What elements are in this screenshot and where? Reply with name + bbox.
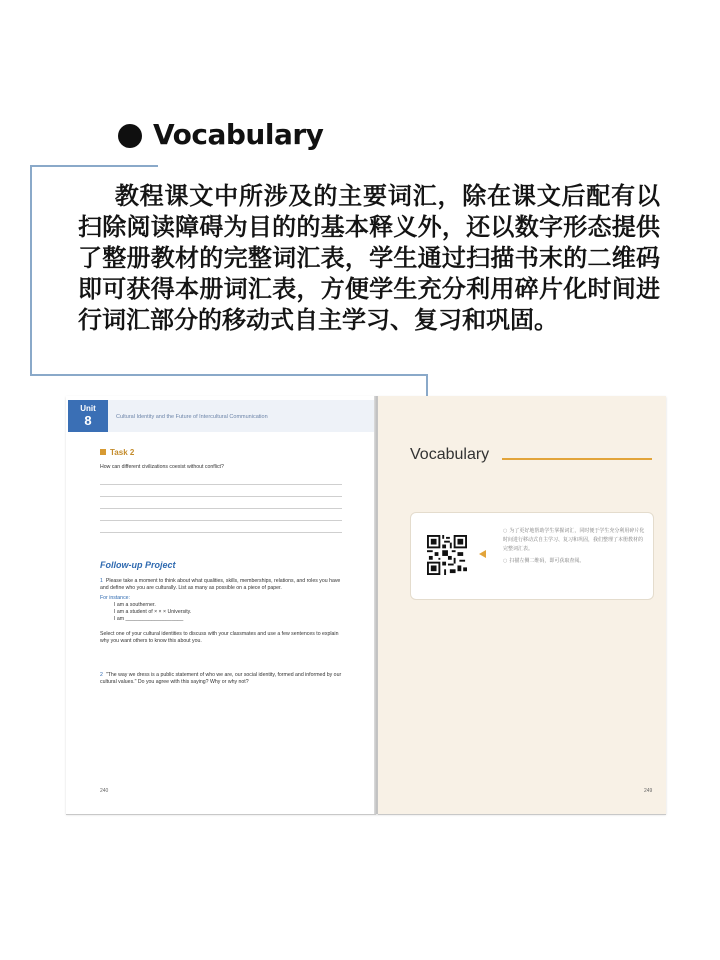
item-text: Please take a moment to think about what qualities, skills, memberships, relations, and roles you have and define who you are culturally. List as many as possible on a piece of paper. <box>100 578 341 591</box>
bullet-dot-icon <box>118 124 142 148</box>
item-number: 2 <box>100 672 103 678</box>
description-text: 教程课文中所涉及的主要词汇，除在课文后配有以扫除阅读障碍为目的的基本释义外，还以数字形态提供了整册教材的完整词汇表，学生通过扫描书末的二维码即可获得本册词汇表，方便学生充分利用碎片化时间进行词汇部分的移动式自主学习、复习和巩固。 <box>78 181 660 334</box>
description-paragraph <box>78 180 660 335</box>
arrow-left-icon <box>479 550 486 558</box>
page-header-text: Cultural Identity and the Future of Intercultural Communication <box>116 414 268 420</box>
circle-icon: ○ <box>503 528 508 534</box>
task-question: How can different civilizations coexist without conflict? <box>100 464 224 470</box>
vocabulary-page-title: Vocabulary <box>410 446 490 463</box>
left-page-number: 240 <box>100 788 109 794</box>
answer-line <box>100 484 342 485</box>
unit-tab <box>68 400 108 432</box>
square-icon <box>100 449 106 455</box>
left-page <box>66 396 376 815</box>
task-heading <box>100 448 134 457</box>
unit-number: 8 <box>84 413 92 428</box>
right-page-number: 249 <box>644 788 653 794</box>
instruction-note: 扫描左侧二维码，即可获取查阅。 <box>509 558 585 564</box>
qr-code-icon[interactable] <box>427 535 467 575</box>
connector-line-top <box>30 165 158 167</box>
section-title: Vocabulary <box>153 118 324 151</box>
title-rule <box>502 458 652 460</box>
answer-line <box>100 532 342 533</box>
example-line: I am a southerner. <box>114 602 156 608</box>
example-line: I am a student of × × × University. <box>114 609 192 615</box>
answer-line <box>100 520 342 521</box>
qr-card <box>410 512 654 600</box>
answer-line <box>100 496 342 497</box>
qr-instructions <box>503 527 645 569</box>
project-item-1 <box>100 578 344 645</box>
select-instruction: Select one of your cultural identities to discuss with your classmates and use a few sentences to explain why you want others to know this about you. <box>100 631 339 644</box>
circle-icon: ○ <box>503 558 508 564</box>
project-item-2 <box>100 672 344 686</box>
answer-line <box>100 508 342 509</box>
item-number: 1 <box>100 578 103 584</box>
connector-line-left <box>30 165 32 376</box>
for-instance-label: For instance: <box>100 595 130 601</box>
item-text: "The way we dress is a public statement of who we are, our social identity, formed and informed by our cultural values." Do you agree with this saying? Why or why not? <box>100 672 342 685</box>
follow-up-heading: Follow-up Project <box>100 560 176 570</box>
connector-line-bottom <box>30 374 428 376</box>
unit-label: Unit <box>80 404 96 413</box>
example-line: I am ____________________ <box>114 616 184 622</box>
right-page <box>378 396 666 815</box>
task-title: Task 2 <box>110 448 135 457</box>
instruction-note: 为了更好地帮助学生掌握词汇，同时便于学生充分利用碎片化时间进行移动式自主学习、复习和巩固，我们整理了本册教材的完整词汇表。 <box>503 528 645 552</box>
textbook-spread <box>66 396 666 814</box>
